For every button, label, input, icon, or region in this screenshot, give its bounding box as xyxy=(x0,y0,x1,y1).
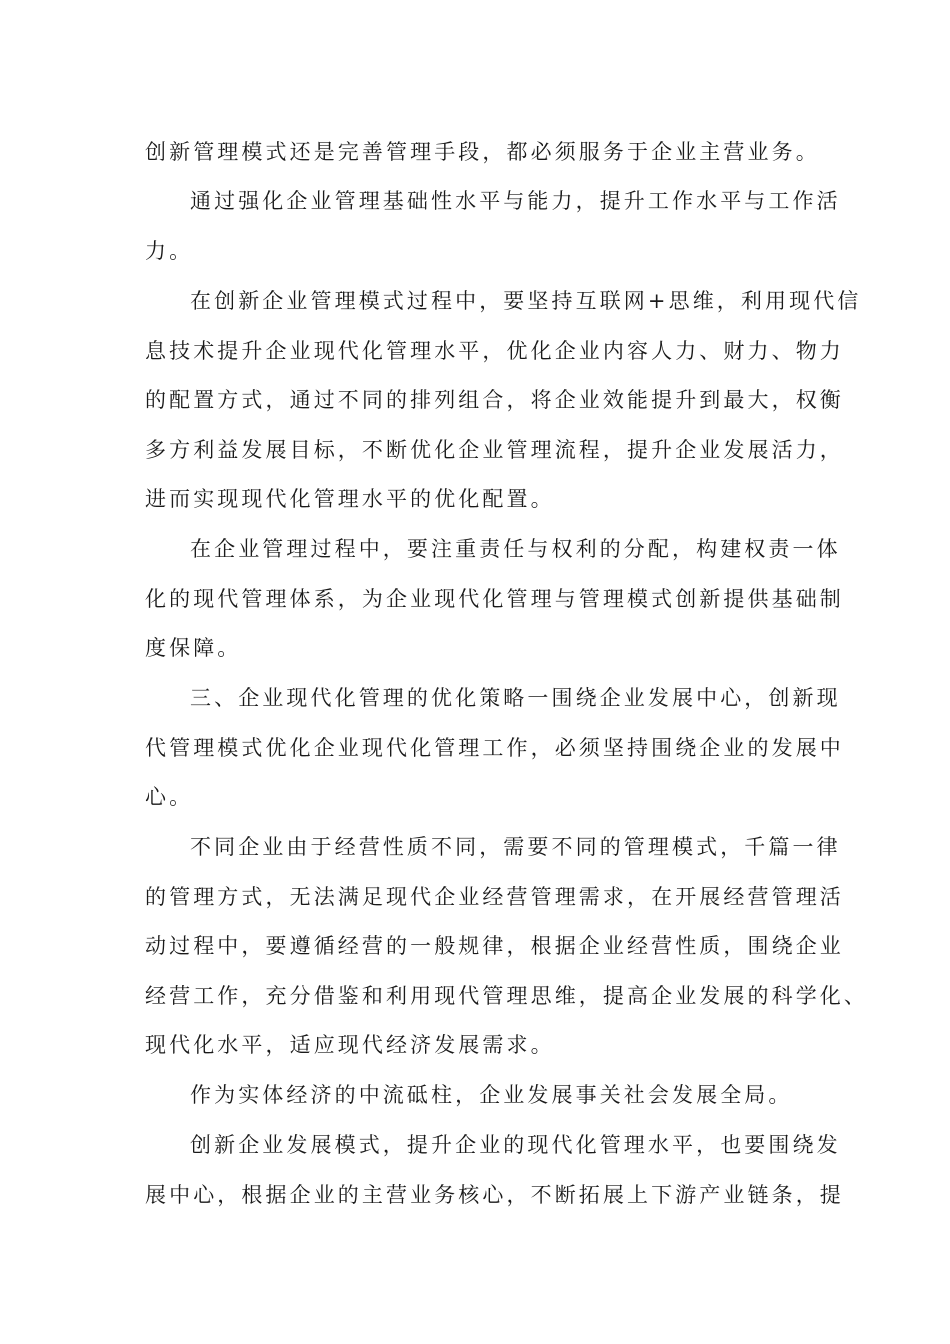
text-line: 化的现代管理体系，为企业现代化管理与管理模式创新提供基础制 xyxy=(145,587,844,611)
text-line: 动过程中，要遵循经营的一般规律，根据企业经营性质，围绕企业 xyxy=(145,934,844,958)
text-line: 息技术提升企业现代化管理水平，优化企业内容人力、财力、物力 xyxy=(145,339,844,363)
text-line: 在企业管理过程中，要注重责任与权利的分配，构建权责一体 xyxy=(190,537,841,561)
text-line: 度保障。 xyxy=(145,636,242,660)
text-line: 现代化水平，适应现代经济发展需求。 xyxy=(145,1033,555,1057)
text-line: 的管理方式，无法满足现代企业经营管理需求，在开展经营管理活 xyxy=(145,885,844,909)
text-line: 心。 xyxy=(145,785,194,809)
text-line: 力。 xyxy=(145,239,194,263)
text-line: 进而实现现代化管理水平的优化配置。 xyxy=(145,487,555,511)
text-line: 三、企业现代化管理的优化策略一围绕企业发展中心，创新现 xyxy=(190,686,841,710)
text-line: 作为实体经济的中流砥柱，企业发展事关社会发展全局。 xyxy=(190,1083,793,1107)
text-line: 经营工作，充分借鉴和利用现代管理思维，提高企业发展的科学化、 xyxy=(145,984,868,1008)
text-line: 的配置方式，通过不同的排列组合，将企业效能提升到最大，权衡 xyxy=(145,388,844,412)
text-line: 代管理模式优化企业现代化管理工作，必须坚持围绕企业的发展中 xyxy=(145,736,844,760)
text-line: 多方利益发展目标，不断优化企业管理流程，提升企业发展活力， xyxy=(145,438,844,462)
text-line: 通过强化企业管理基础性水平与能力，提升工作水平与工作活 xyxy=(190,189,841,213)
text-line: 创新企业发展模式，提升企业的现代化管理水平，也要围绕发 xyxy=(190,1133,841,1157)
text-line: 展中心，根据企业的主营业务核心，不断拓展上下游产业链条，提 xyxy=(145,1183,844,1207)
text-line: 创新管理模式还是完善管理手段，都必须服务于企业主营业务。 xyxy=(145,140,820,164)
text-line: 不同企业由于经营性质不同，需要不同的管理模式，千篇一律 xyxy=(190,835,841,859)
text-line: 在创新企业管理模式过程中，要坚持互联网+思维，利用现代信 xyxy=(190,289,862,313)
